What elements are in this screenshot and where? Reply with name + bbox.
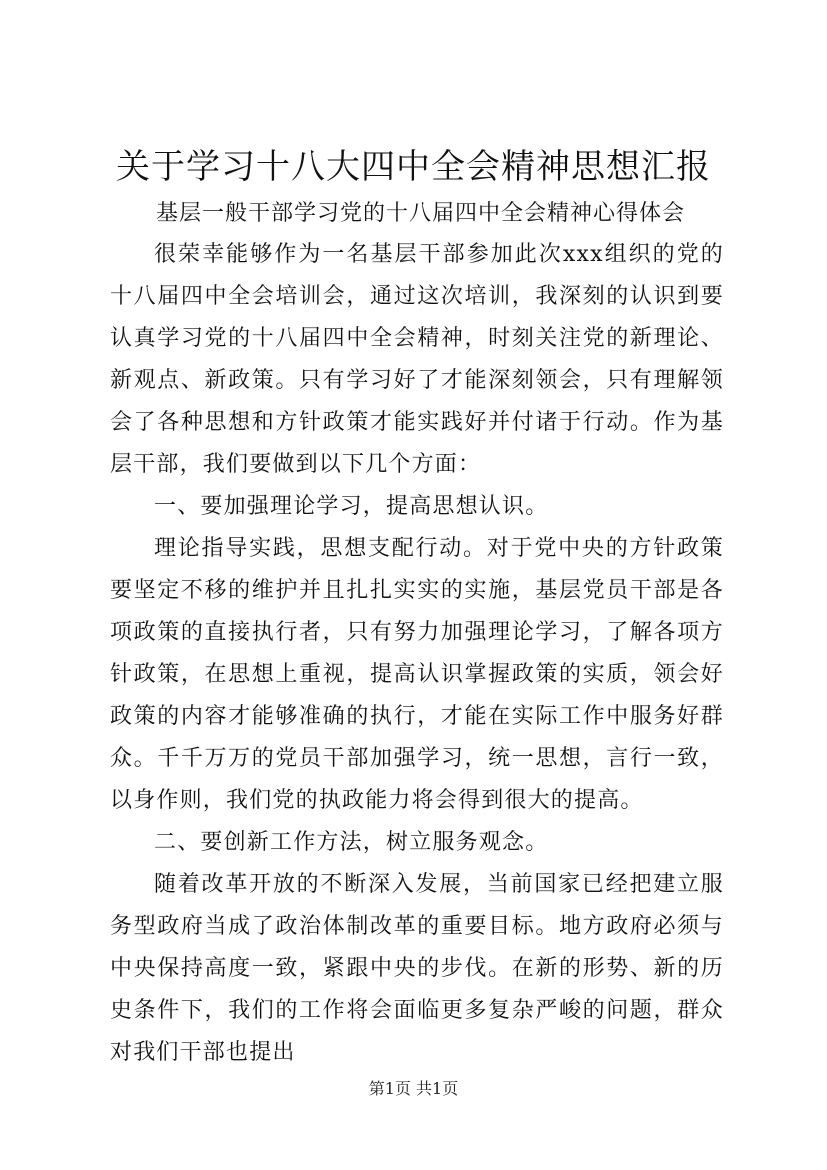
document-subtitle: 基层一般干部学习党的十八届四中全会精神心得体会 (156, 201, 686, 226)
paragraph-intro: 很荣幸能够作为一名基层干部参加此次xxx组织的党的十八届四中全会培训会，通过这次培训，我深刻的认识到要认真学习党的十八届四中全会精神，时刻关注党的新理论、新观点、新政策。只有学习好了才能深刻领会，只有理解领会了各种思想和方针政策才能实践好并付诸于行动。作为基层干部，我们要做到以下几个方面： (110, 242, 724, 477)
page-footer: 第1页 共1页 (368, 1079, 459, 1098)
paragraph-section-2: 随着改革开放的不断深入发展，当前国家已经把建立服务型政府当成了政治体制改革的重要目标。地方政府必须与中央保持高度一致，紧跟中央的步伐。在新的形势、新的历史条件下，我们的工作将会面临更多复杂严峻的问题，群众对我们干部也提出 (110, 872, 724, 1065)
section-heading-2: 二、要创新工作方法，树立服务观念。 (154, 830, 549, 855)
paragraph-section-1: 理论指导实践，思想支配行动。对于党中央的方针政策要坚定不移的维护并且扎扎实实的实施，基层党员干部是各项政策的直接执行者，只有努力加强理论学习，了解各项方针政策，在思想上重视，提高认识掌握政策的实质，领会好政策的内容才能够准确的执行，才能在实际工作中服务好群众。千千万万的党员干部加强学习，统一思想，言行一致，以身作则，我们党的执政能力将会得到很大的提高。 (110, 536, 724, 813)
document-body (110, 234, 724, 1074)
section-heading-1: 一、要加强理论学习，提高思想认识。 (154, 494, 549, 519)
document-title: 关于学习十八大四中全会精神思想汇报 (116, 147, 711, 187)
